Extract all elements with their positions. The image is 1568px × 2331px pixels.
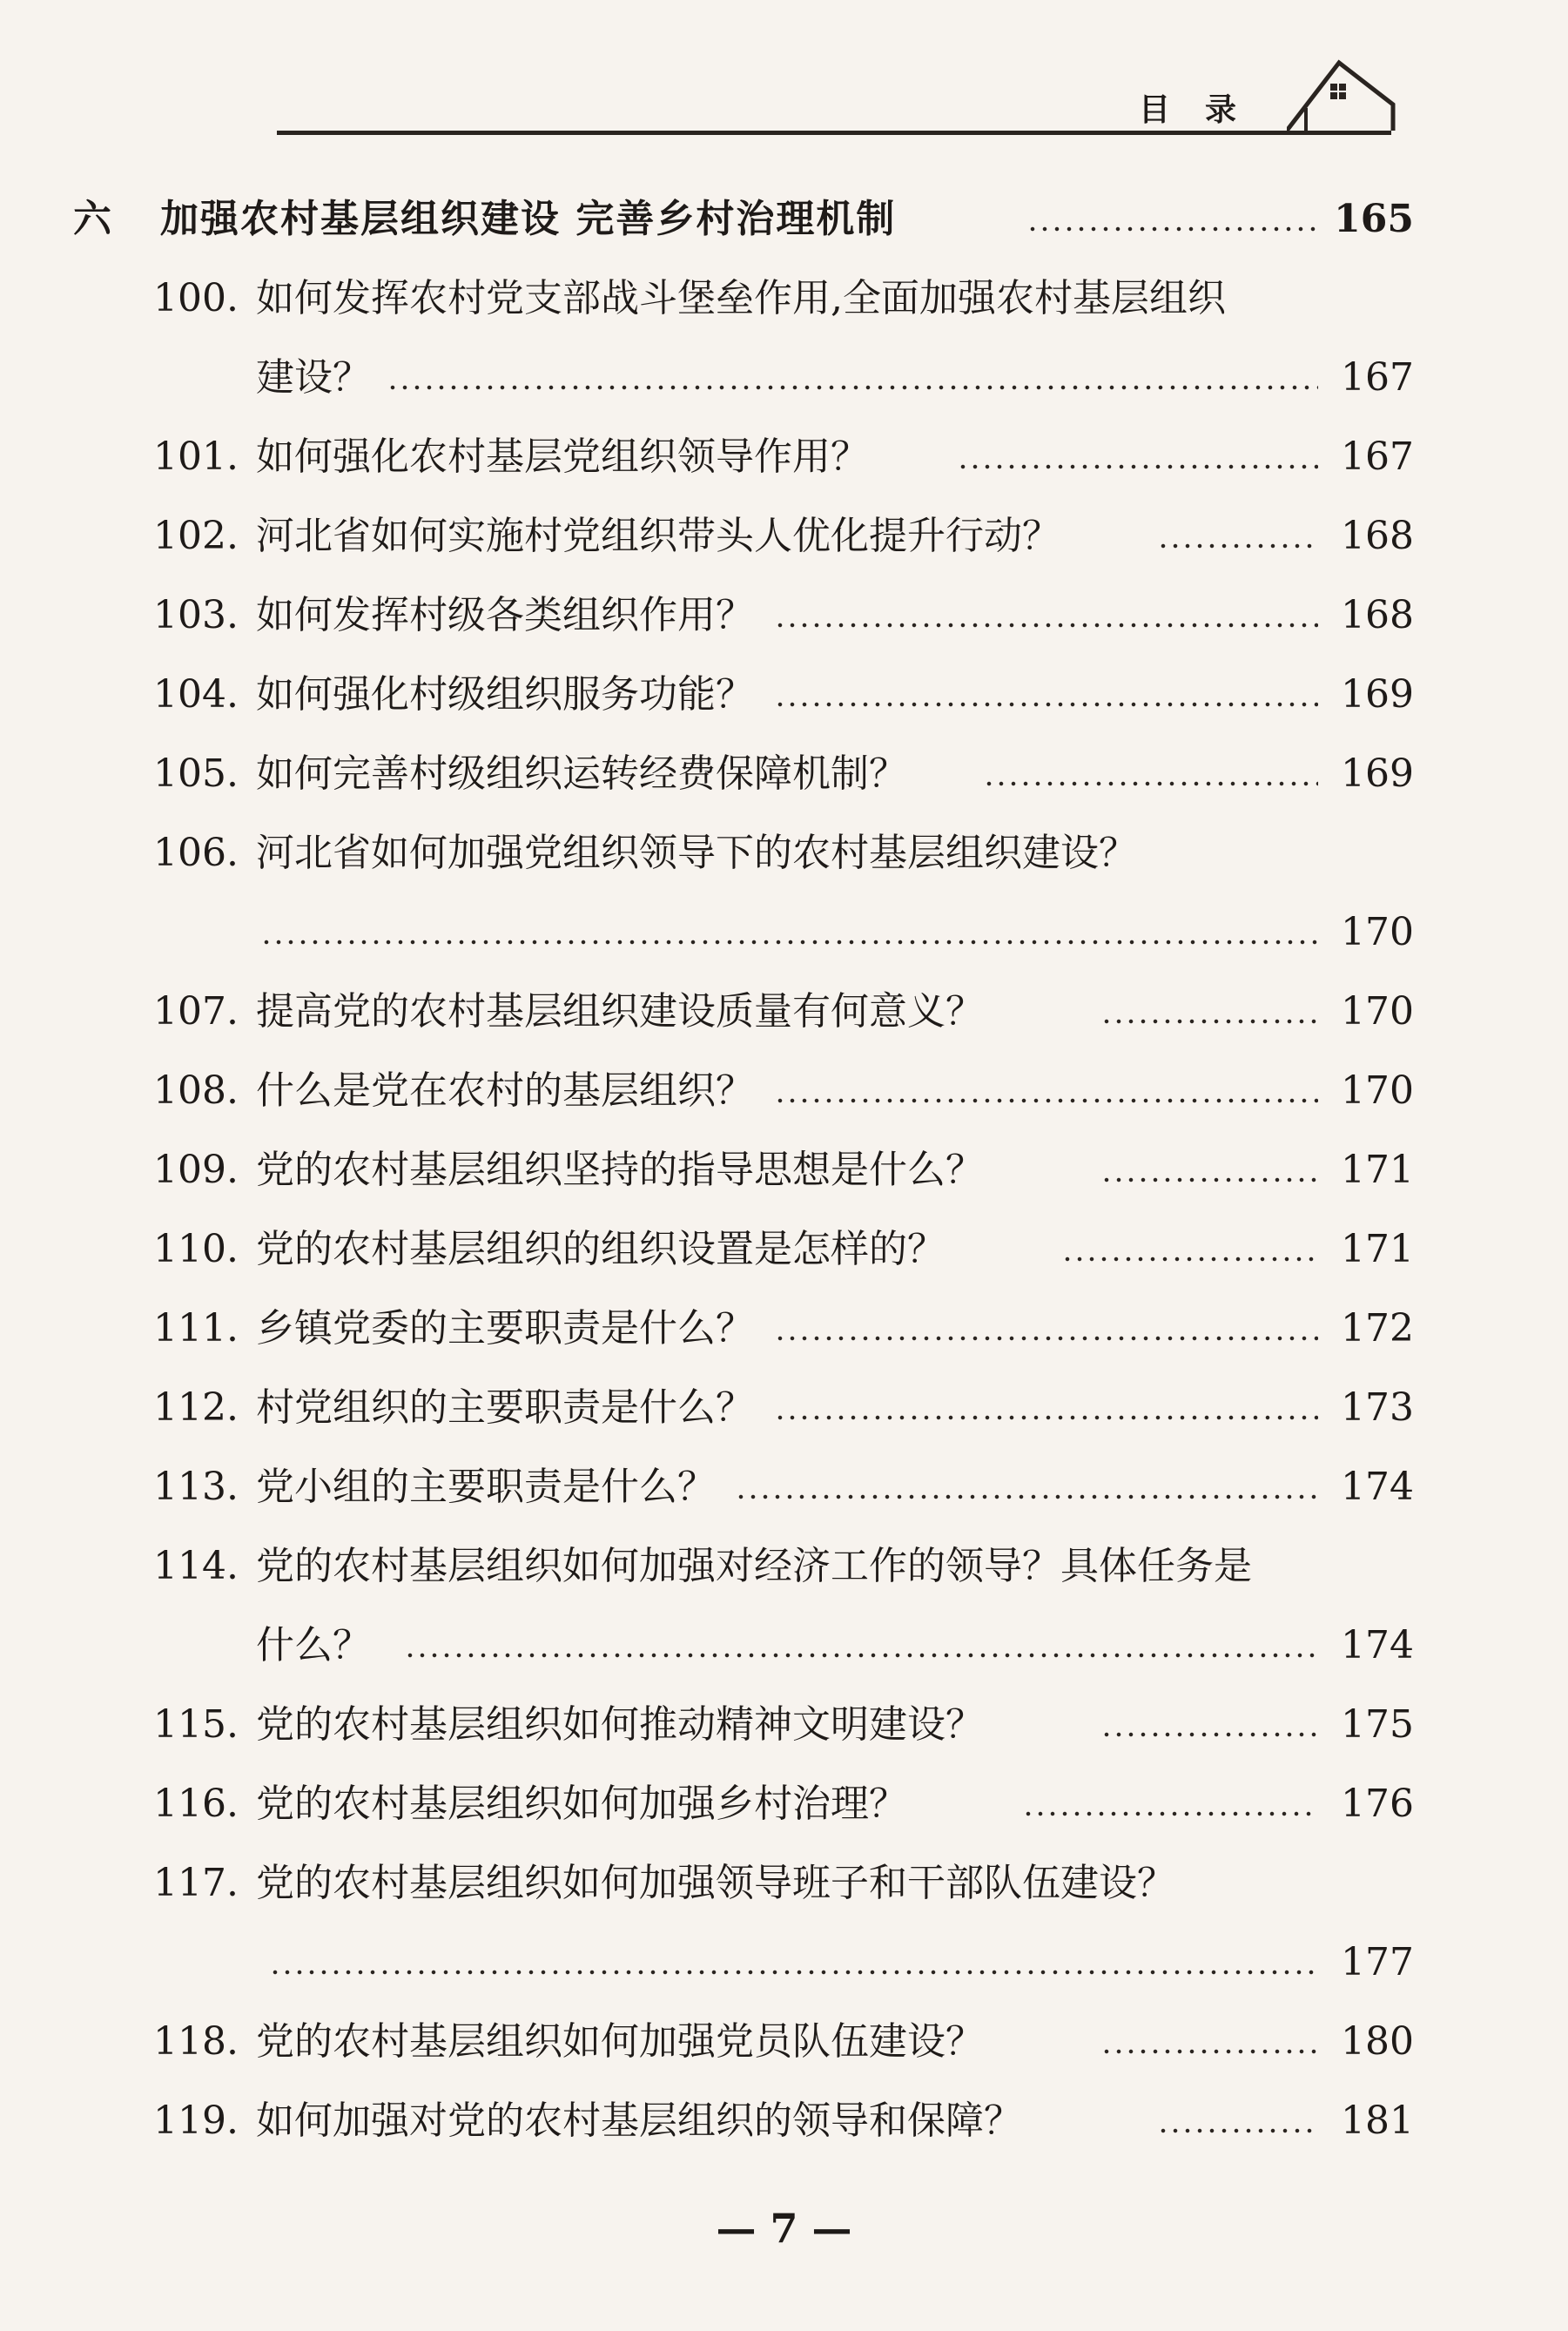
entry-number: 110.	[153, 1227, 239, 1271]
page-number: 176	[1341, 1782, 1414, 1826]
toc-entry[interactable]	[73, 1699, 1414, 1751]
leader-dots	[1100, 1699, 1318, 1751]
page-number: 174	[1341, 1623, 1414, 1667]
leader-dots	[1061, 1223, 1318, 1276]
toc-entry[interactable]	[73, 1065, 1414, 1117]
toc-entry[interactable]	[73, 510, 1414, 563]
leader-dots	[774, 669, 1318, 721]
page-number: 175	[1341, 1702, 1414, 1747]
leader-dots	[735, 1461, 1318, 1513]
toc-entry[interactable]	[73, 1223, 1414, 1276]
toc-entry[interactable]	[73, 1857, 1414, 1910]
toc-entry-continuation[interactable]	[73, 1620, 1414, 1672]
entry-title-continued: 建设？	[256, 355, 371, 400]
entry-title: 党的农村基层组织坚持的指导思想是什么？	[256, 1148, 984, 1192]
leader-dots	[1157, 510, 1318, 563]
entry-number: 106.	[153, 831, 239, 875]
leader-dots	[269, 1937, 1318, 1989]
toc-entry[interactable]	[73, 986, 1414, 1038]
leader-dots	[774, 1382, 1318, 1434]
entry-number: 111.	[153, 1306, 239, 1351]
entry-title: 党的农村基层组织的组织设置是怎样的？	[256, 1227, 946, 1271]
page-number: 168	[1341, 593, 1414, 637]
entry-number: 115.	[153, 1702, 239, 1747]
entry-number: 109.	[153, 1148, 239, 1192]
toc-entry[interactable]	[73, 1382, 1414, 1434]
page-number: 172	[1341, 1306, 1414, 1351]
entry-title: 党的农村基层组织如何加强对经济工作的领导？具体任务是	[256, 1544, 1252, 1588]
entry-title: 党小组的主要职责是什么？	[256, 1465, 716, 1509]
page-number: 177	[1341, 1940, 1414, 1984]
leader-dots	[1022, 1778, 1318, 1830]
entry-title-continued: 什么？	[256, 1623, 371, 1667]
toc-entry[interactable]	[73, 1540, 1414, 1593]
entry-number: 118.	[153, 2019, 239, 2064]
entry-title: 如何发挥农村党支部战斗堡垒作用,全面加强农村基层组织	[256, 276, 1226, 320]
entry-title: 党的农村基层组织如何加强党员队伍建设？	[256, 2019, 984, 2064]
page-number: 171	[1341, 1227, 1414, 1271]
page-number: 173	[1341, 1385, 1414, 1430]
toc-entry[interactable]	[73, 273, 1414, 325]
toc-entry[interactable]	[73, 431, 1414, 483]
leader-dots	[1157, 2095, 1318, 2147]
toc-entry[interactable]	[73, 589, 1414, 642]
entry-title: 如何发挥村级各类组织作用？	[256, 593, 754, 637]
page-number: 167	[1341, 435, 1414, 479]
entry-title: 如何强化村级组织服务功能？	[256, 672, 754, 717]
entry-title: 如何完善村级组织运转经费保障机制？	[256, 751, 907, 796]
entry-number: 103.	[153, 593, 239, 637]
section-title: 加强农村基层组织建设 完善乡村治理机制	[160, 197, 897, 241]
entry-number: 119.	[153, 2099, 239, 2143]
page-number: 167	[1341, 355, 1414, 400]
toc-entry[interactable]	[73, 748, 1414, 800]
entry-number: 100.	[153, 276, 239, 320]
leader-dots	[1100, 986, 1318, 1038]
toc-entry[interactable]	[73, 669, 1414, 721]
toc-entry[interactable]	[73, 1303, 1414, 1355]
page-number: 170	[1341, 989, 1414, 1034]
entry-number: 104.	[153, 672, 239, 717]
page-number: 170	[1341, 1068, 1414, 1113]
entry-title: 如何加强对党的农村基层组织的领导和保障？	[256, 2099, 1022, 2143]
entry-number: 107.	[153, 989, 239, 1034]
leader-dots	[983, 748, 1318, 800]
entry-title: 党的农村基层组织如何推动精神文明建设？	[256, 1702, 984, 1747]
entry-number: 101.	[153, 435, 239, 479]
toc-entry-continuation[interactable]	[73, 352, 1414, 404]
page-number: 171	[1341, 1148, 1414, 1192]
section-heading[interactable]	[73, 193, 1414, 246]
leader-dots	[404, 1620, 1318, 1672]
toc-entry-continuation[interactable]	[73, 906, 1414, 959]
toc-entry[interactable]	[73, 2016, 1414, 2068]
toc-entry[interactable]	[73, 1144, 1414, 1196]
page-footer-number: — 7 —	[716, 2205, 852, 2252]
page-number: 165	[1334, 197, 1414, 241]
entry-number: 116.	[153, 1782, 239, 1826]
leader-dots	[957, 431, 1318, 483]
toc-entry[interactable]	[73, 827, 1414, 879]
entry-title: 乡镇党委的主要职责是什么？	[256, 1306, 754, 1351]
page-number: 169	[1341, 751, 1414, 796]
page-number: 170	[1341, 910, 1414, 954]
page-number: 180	[1341, 2019, 1414, 2064]
leader-dots	[387, 352, 1318, 404]
toc-entry-continuation[interactable]	[73, 1937, 1414, 1989]
toc-entry[interactable]	[73, 1778, 1414, 1830]
leader-dots	[774, 1065, 1318, 1117]
leader-dots	[1026, 193, 1318, 246]
entry-title: 村党组织的主要职责是什么？	[256, 1385, 754, 1430]
leader-dots	[1100, 1144, 1318, 1196]
section-number: 六	[73, 197, 111, 241]
leader-dots	[774, 589, 1318, 642]
entry-number: 114.	[153, 1544, 239, 1588]
entry-title: 河北省如何加强党组织领导下的农村基层组织建设？	[256, 831, 1137, 875]
leader-dots	[260, 906, 1318, 959]
leader-dots	[774, 1303, 1318, 1355]
page-number: 168	[1341, 514, 1414, 558]
entry-title: 河北省如何实施村党组织带头人优化提升行动？	[256, 514, 1060, 558]
leader-dots	[1100, 2016, 1318, 2068]
page-number: 174	[1341, 1465, 1414, 1509]
toc-entry[interactable]	[73, 1461, 1414, 1513]
entry-number: 105.	[153, 751, 239, 796]
page-number: 181	[1341, 2099, 1414, 2143]
header-rule	[277, 131, 1391, 135]
entry-number: 108.	[153, 1068, 239, 1113]
header-title: 目录	[1139, 91, 1272, 128]
entry-number: 113.	[153, 1465, 239, 1509]
entry-title: 提高党的农村基层组织建设质量有何意义？	[256, 989, 984, 1034]
entry-title: 什么是党在农村的基层组织？	[256, 1068, 754, 1113]
entry-title: 党的农村基层组织如何加强乡村治理？	[256, 1782, 907, 1826]
entry-number: 117.	[153, 1861, 239, 1905]
entry-title: 党的农村基层组织如何加强领导班子和干部队伍建设？	[256, 1861, 1175, 1905]
entry-number: 102.	[153, 514, 239, 558]
entry-number: 112.	[153, 1385, 239, 1430]
entry-title: 如何强化农村基层党组织领导作用？	[256, 435, 869, 479]
page-number: 169	[1341, 672, 1414, 717]
page-header	[277, 51, 1409, 146]
toc-entry[interactable]	[73, 2095, 1414, 2147]
